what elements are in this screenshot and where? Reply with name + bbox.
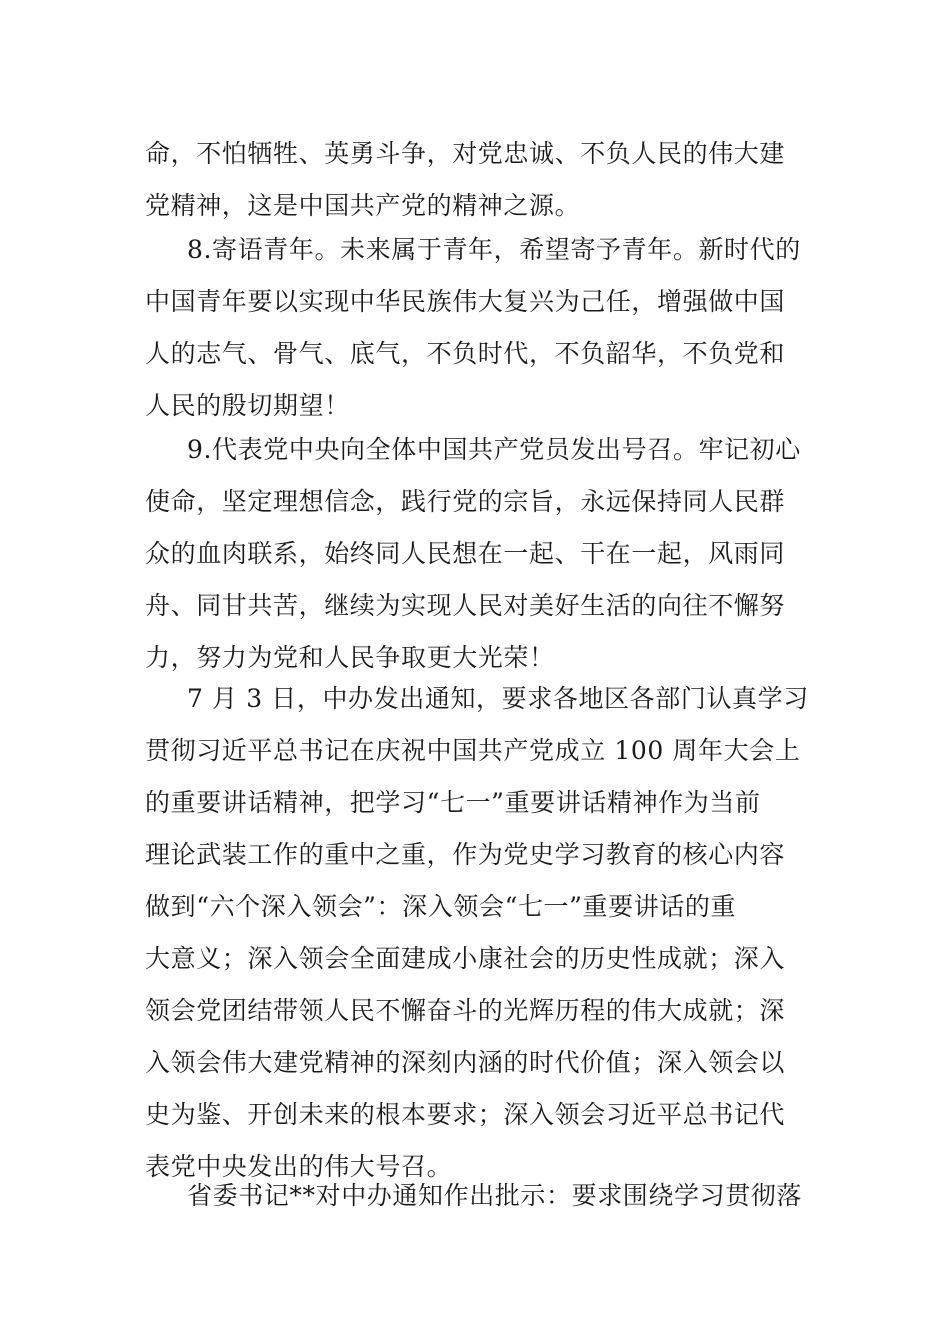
text-line: 领会党团结带领人民不懈奋斗的光辉历程的伟大成就；深 — [145, 996, 786, 1025]
text-line: 贯彻习近平总书记在庆祝中国共产党成立 100 周年大会上 — [145, 736, 801, 765]
text-line: 做到“六个深入领会”：深入领会“七一”重要讲话的重 — [145, 892, 737, 921]
text-line: 舟、同甘共苦，继续为实现人民对美好生活的向往不懈努 — [145, 591, 786, 620]
text-line: 7 月 3 日，中办发出通知，要求各地区各部门认真学习 — [187, 684, 809, 713]
text-line: 命，不怕牺牲、英勇斗争，对党忠诚、不负人民的伟大建 — [145, 139, 786, 168]
paragraph-4 — [145, 673, 809, 1193]
text-line: 党精神，这是中国共产党的精神之源。 — [145, 191, 581, 220]
text-line: 8.寄语青年。未来属于青年，希望寄予青年。新时代的 — [187, 235, 801, 264]
text-line: 入领会伟大建党精神的深刻内涵的时代价值；深入领会以 — [145, 1048, 786, 1077]
text-line: 的重要讲话精神，把学习“七一”重要讲话精神作为当前 — [145, 788, 761, 817]
text-line: 力，努力为党和人民争取更大光荣！ — [145, 643, 555, 672]
paragraph-2 — [145, 224, 801, 432]
text-line: 大意义；深入领会全面建成小康社会的历史性成就；深入 — [145, 944, 786, 973]
text-line: 省委书记**对中办通知作出批示：要求围绕学习贯彻落 — [187, 1181, 803, 1210]
text-line: 史为鉴、开创未来的根本要求；深入领会习近平总书记代 — [145, 1100, 786, 1129]
text-line: 众的血肉联系，始终同人民想在一起、干在一起，风雨同 — [145, 539, 786, 568]
paragraph-1 — [145, 128, 785, 232]
text-line: 中国青年要以实现中华民族伟大复兴为己任，增强做中国 — [145, 287, 786, 316]
text-line: 表党中央发出的伟大号召。 — [145, 1152, 453, 1181]
text-line: 使命，坚定理想信念，践行党的宗旨，永远保持同人民群 — [145, 487, 786, 516]
text-line: 理论武装工作的重中之重，作为党史学习教育的核心内容 — [145, 840, 786, 869]
paragraph-5 — [145, 1170, 802, 1222]
text-line: 人的志气、骨气、底气，不负时代，不负韶华，不负党和 — [145, 339, 786, 368]
text-line: 人民的殷切期望！ — [145, 391, 350, 420]
text-line: 9.代表党中央向全体中国共产党员发出号召。牢记初心 — [187, 435, 801, 464]
paragraph-3 — [145, 424, 801, 684]
